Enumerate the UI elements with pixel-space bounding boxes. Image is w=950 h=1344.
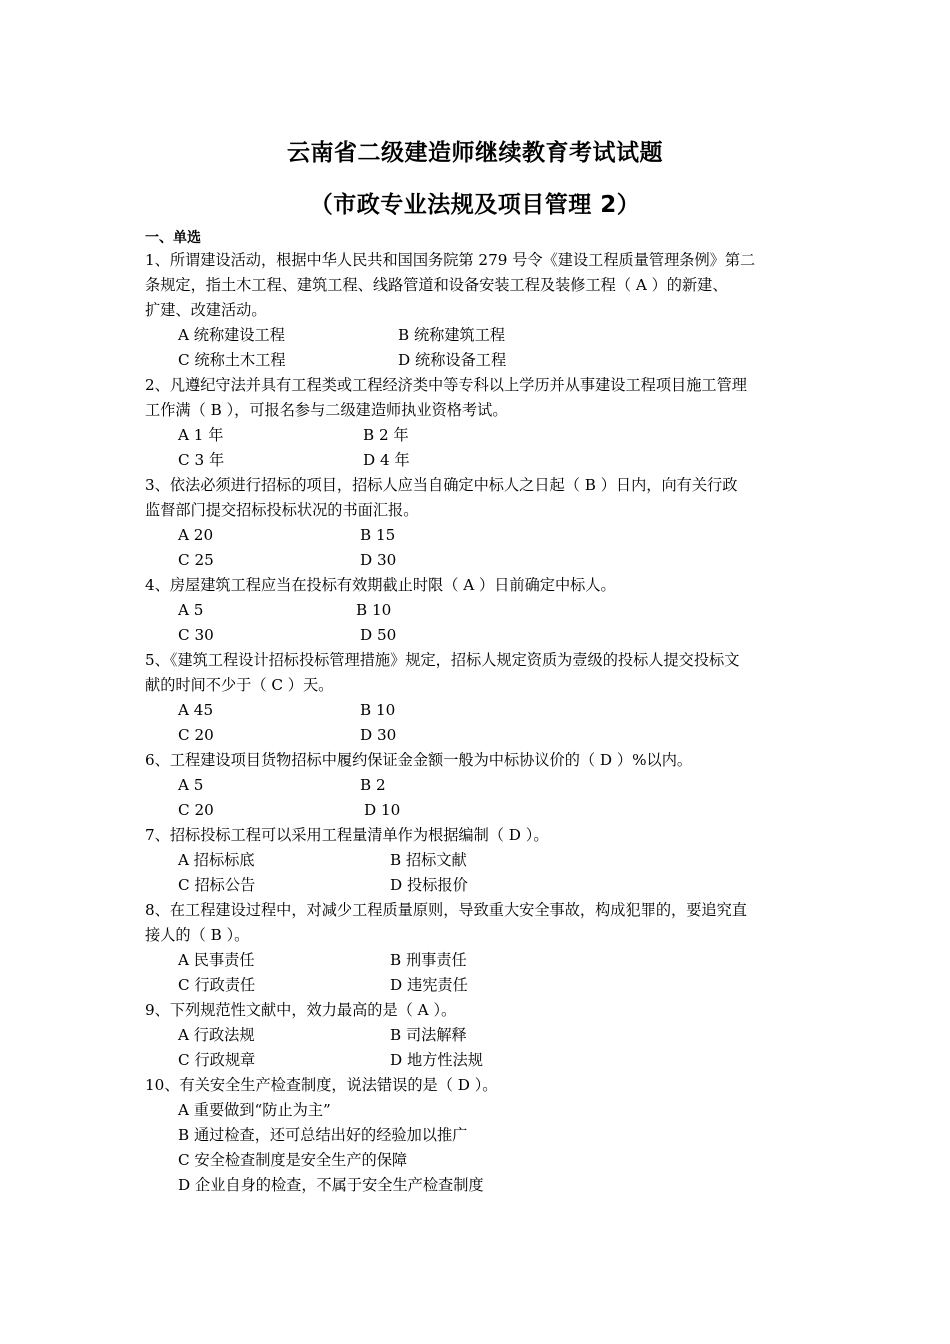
question-7-option-c: C 招标公告: [178, 876, 256, 894]
question-3-option-b: B 15: [360, 526, 396, 544]
question-8-option-d: D 违宪责任: [390, 976, 468, 994]
question-10-line-1: 10、有关安全生产检查制度，说法错误的是（ D ）。: [145, 1076, 498, 1094]
question-8-option-c: C 行政责任: [178, 976, 256, 994]
question-1-option-d: D 统称设备工程: [398, 351, 507, 369]
question-7-line-1: 7、招标投标工程可以采用工程量清单作为根据编制（ D ）。: [145, 826, 549, 844]
question-9-line-1: 9、下列规范性文献中，效力最高的是（ A ）。: [145, 1001, 457, 1019]
question-1-line-3: 扩建、改建活动。: [145, 301, 267, 319]
question-9-option-c: C 行政规章: [178, 1051, 256, 1069]
document-title: 云南省二级建造师继续教育考试试题: [287, 140, 663, 166]
question-10-option-c: C 安全检查制度是安全生产的保障: [178, 1151, 408, 1169]
question-3-option-d: D 30: [360, 551, 397, 569]
question-3-option-a: A 20: [178, 526, 214, 544]
question-2-option-a: A 1 年: [178, 426, 224, 444]
question-8-option-b: B 刑事责任: [390, 951, 467, 969]
question-2-option-b: B 2 年: [363, 426, 409, 444]
question-1-line-1: 1、所谓建设活动，根据中华人民共和国国务院第 279 号令《建设工程质量管理条例》第二: [145, 251, 756, 269]
question-6-option-a: A 5: [178, 776, 204, 794]
question-9-option-d: D 地方性法规: [390, 1051, 483, 1069]
question-7-option-a: A 招标标底: [178, 851, 255, 869]
question-5-option-c: C 20: [178, 726, 214, 744]
question-6-line-1: 6、工程建设项目货物招标中履约保证金金额一般为中标协议价的（ D ）%以内。: [145, 751, 693, 769]
question-9-option-a: A 行政法规: [178, 1026, 255, 1044]
question-10-option-a: A 重要做到“防止为主”: [178, 1101, 331, 1119]
question-1-line-2: 条规定，指土木工程、建筑工程、线路管道和设备安装工程及装修工程（ A ）的新建、: [145, 276, 728, 294]
question-5-line-1: 5、《建筑工程设计招标投标管理措施》规定，招标人规定资质为壹级的投标人提交投标文: [145, 651, 740, 669]
question-10-option-d: D 企业自身的检查，不属于安全生产检查制度: [178, 1176, 484, 1194]
question-7-option-b: B 招标文献: [390, 851, 467, 869]
question-1-option-a: A 统称建设工程: [178, 326, 285, 344]
question-6-option-d: D 10: [364, 801, 401, 819]
question-3-line-1: 3、依法必须进行招标的项目，招标人应当自确定中标人之日起（ B ）日内，向有关行政: [145, 476, 738, 494]
question-5-line-2: 献的时间不少于（ C ）天。: [145, 676, 334, 694]
question-9-option-b: B 司法解释: [390, 1026, 467, 1044]
question-4-option-d: D 50: [360, 626, 397, 644]
document-subtitle: （市政专业法规及项目管理 2）: [309, 192, 641, 218]
question-10-option-b: B 通过检查，还可总结出好的经验加以推广: [178, 1126, 468, 1144]
question-5-option-a: A 45: [178, 701, 214, 719]
question-8-option-a: A 民事责任: [178, 951, 255, 969]
section-heading: 一、单选: [145, 230, 201, 246]
question-5-option-b: B 10: [360, 701, 396, 719]
question-5-option-d: D 30: [360, 726, 397, 744]
question-4-line-1: 4、房屋建筑工程应当在投标有效期截止时限（ A ）日前确定中标人。: [145, 576, 616, 594]
question-4-option-b: B 10: [356, 601, 392, 619]
question-1-option-b: B 统称建筑工程: [398, 326, 506, 344]
question-4-option-c: C 30: [178, 626, 214, 644]
question-6-option-c: C 20: [178, 801, 214, 819]
question-2-line-1: 2、凡遵纪守法并具有工程类或工程经济类中等专科以上学历并从事建设工程项目施工管理: [145, 376, 747, 394]
question-7-option-d: D 投标报价: [390, 876, 468, 894]
question-8-line-1: 8、在工程建设过程中，对减少工程质量原则，导致重大安全事故，构成犯罪的，要追究直: [145, 901, 747, 919]
question-1-option-c: C 统称土木工程: [178, 351, 286, 369]
question-2-option-c: C 3 年: [178, 451, 225, 469]
question-3-line-2: 监督部门提交招标投标状况的书面汇报。: [145, 501, 419, 519]
question-4-option-a: A 5: [178, 601, 204, 619]
question-8-line-2: 接人的（ B ）。: [145, 926, 250, 944]
question-6-option-b: B 2: [360, 776, 386, 794]
question-2-line-2: 工作满（ B ），可报名参与二级建造师执业资格考试。: [145, 401, 508, 419]
question-2-option-d: D 4 年: [363, 451, 410, 469]
question-3-option-c: C 25: [178, 551, 214, 569]
